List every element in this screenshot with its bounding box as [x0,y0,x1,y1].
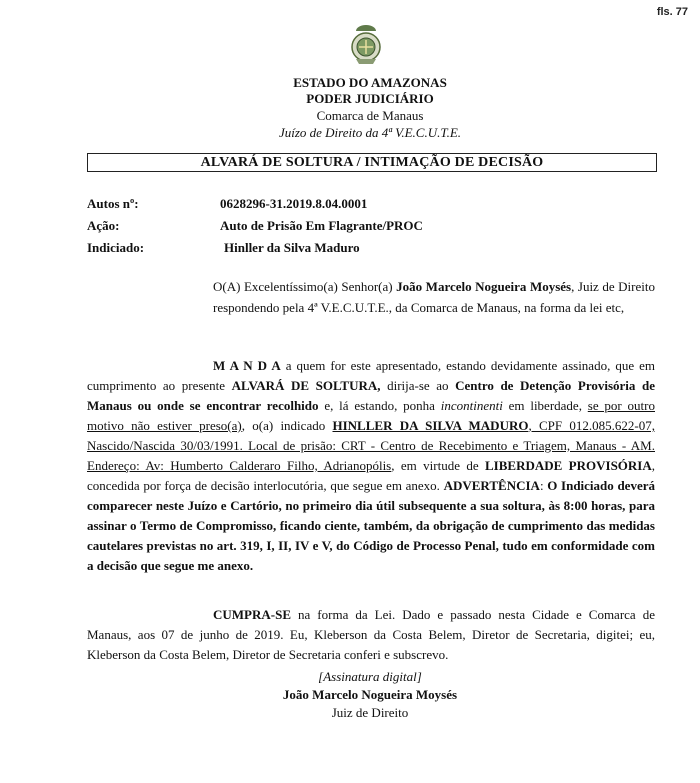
manda-word: M A N D A [213,358,281,373]
signature-name: João Marcelo Nogueira Moysés [282,687,458,702]
detention-center: Centro de Detenção Provisória de Manaus ou onde se encontrar recolhido [87,378,655,413]
signature-label: [Assinatura digital] [318,669,422,684]
warning-text: O Indiciado deverá comparecer neste Juízo e Cartório, no primeiro dia útil subsequente a sua soltura, às 8:00 horas, para assinar o Termo de Compromisso, ficando ciente, também, da obrigação de cumprimento das medidas cautelares previstas no art. 319, I, II, IV e V, do Código de Processo Penal, tudo em conformidade com a decisão que segue me anexo. [87,478,655,573]
field-value-indiciado: Hinller da Silva Maduro [224,240,360,255]
field-value-autos: 0628296-31.2019.8.04.0001 [220,196,368,211]
signature-role: Juiz de Direito [331,705,409,720]
document-title: ALVARÁ DE SOLTURA / INTIMAÇÃO DE DECISÃO [87,153,657,172]
page-number: fls. 77 [656,6,688,18]
field-value-acao: Auto de Prisão Em Flagrante/PROC [220,218,423,233]
detainee-details: , CPF 012.085.622-07, Nascido/Nascida 30/03/1991. Local de prisão: CRT - Centro de Recebimento e Triagem, Manaus - AM. Endereço: Av: Humberto Calderaro Filho, Adrianopólis [87,418,655,473]
field-label-acao: Ação: [87,218,120,233]
header-district: Comarca de Manaus [316,108,424,123]
header-power: PODER JUDICIÁRIO [306,91,434,106]
closing-paragraph: CUMPRA-SE na forma da Lei. Dado e passado nesta Cidade e Comarca de Manaus, aos 07 de junho de 2019. Eu, Kleberson da Costa Belem, Diretor de Secretaria, digitei; eu, Kleberson da Costa Belem, Diretor de Secretaria conferi e subscrevo. [87,607,655,662]
header-state: ESTADO DO AMAZONAS [293,75,447,90]
order-paragraph: M A N D A a quem for este apresentado, estando devidamente assinado, que em cumprimento ao presente ALVARÁ DE SOLTURA, dirija-se ao Centro de Detenção Provisória de Manaus ou onde se encontrar recolhido e, lá estando, ponha incontinenti em liberdade, se por outro motivo não estiver preso(a), o(a) indicado HINLLER DA SILVA MADURO, CPF 012.085.622-07, Nascido/Nascida 30/03/1991. Local de prisão: CRT - Centro de Recebimento e Triagem, Manaus - AM. Endereço: Av: Humberto Calderaro Filho, Adrianopólis, em virtude de LIBERDADE PROVISÓRIA, concedida por força de decisão interlocutória, que segue em anexo. ADVERTÊNCIA: O Indiciado deverá comparecer neste Juízo e Cartório, no primeiro dia útil subsequente a sua soltura, às 8:00 horas, para assinar o Termo de Compromisso, ficando ciente, também, da obrigação de cumprimento das medidas cautelares previstas no art. 319, I, II, IV e V, do Código de Processo Penal, tudo em conformidade com a decisão que segue me anexo. [87,358,656,573]
warning-label: ADVERTÊNCIA [443,478,540,493]
coat-of-arms-icon [350,23,382,65]
field-label-autos: Autos nº: [87,196,139,211]
judge-name: João Marcelo Nogueira Moysés [396,279,572,294]
detainee-name: HINLLER DA SILVA MADURO [332,418,529,433]
intro-paragraph: O(A) Excelentíssimo(a) Senhor(a) João Marcelo Nogueira Moysés, Juiz de Direito respondendo pela 4ª V.E.C.U.T.E., da Comarca de Manaus, na forma da lei etc, [213,279,655,315]
field-label-indiciado: Indiciado: [87,240,145,255]
header-court: Juízo de Direito da 4ª V.E.C.U.T.E. [278,125,462,140]
